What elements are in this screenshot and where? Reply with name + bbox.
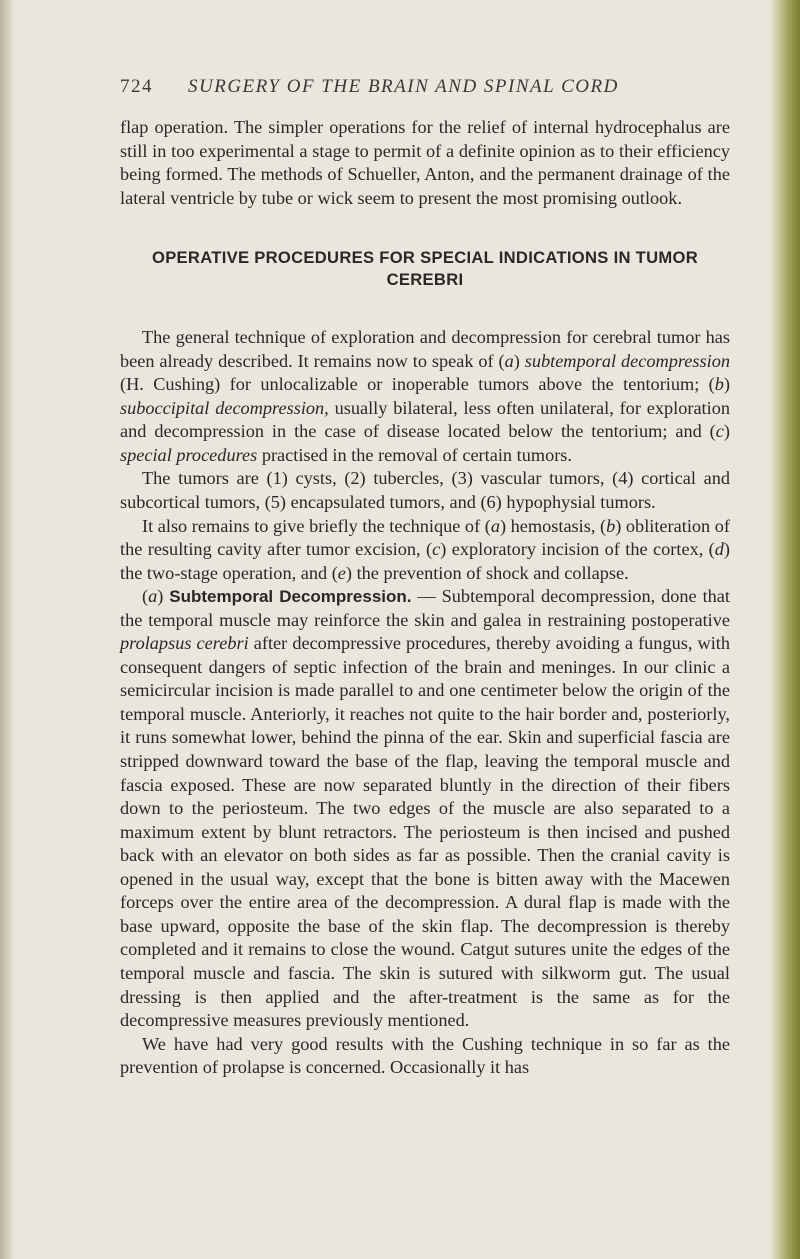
paragraph-subtemporal-decompression: (a) Subtemporal Decompression. — Subtemporal decompression, done that the temporal muscle may reinforce the skin and galea in restraining postoperative prolapsus cerebri after decompressive procedures, thereby avoiding a fungus, with consequent dangers of septic infection of the brain and meninges. In our clinic a semicircular incision is made parallel to and one centimeter below the origin of the temporal muscle. Anteriorly, it reaches not quite to the hair border and, posteriorly, it runs somewhat lower, behind the pinna of the ear. Skin and superficial fascia are stripped downward toward the base of the flap, leaving the temporal muscle and fascia exposed. These are now separated bluntly in the direction of their fibers down to the periosteum. The two edges of the muscle are also separated to a maximum extent by blunt retractors. The periosteum is then incised and pushed back with an elevator on both sides as far as possible. Then the cranial cavity is opened in the usual way, except that the bone is bitten away with the Macewen forceps over the entire area of the decompression. A dural flap is made with the base upward, opposite the base of the skin flap. The decompression is thereby completed and it remains to close the wound. Catgut sutures unite the edges of the temporal muscle and fascia. The skin is sutured with silkworm gut. The usual dressing is then applied and the after-treatment is the same as for the decompressive measures previously mentioned. xyxy=(120,586,730,1031)
paragraph-continued: flap operation. The simpler operations for the relief of internal hydrocephalus are still in too experimental a stage to permit of a definite opinion as to their efficiency being formed. The methods of Schueller, Anton, and the permanent drainage of the lateral ventricle by tube or wick seem to present the most promising outlook. xyxy=(120,117,730,208)
run-in-heading: Subtemporal Decompression. xyxy=(169,587,412,607)
right-page-edge xyxy=(770,0,800,1259)
page-number: 724 xyxy=(120,76,153,97)
paragraph-cushing-results: We have had very good results with the Cushing technique in so far as the prevention of prolapse is concerned. Occasionally it has xyxy=(120,1033,730,1078)
paragraph-remaining-techniques: It also remains to give briefly the technique of (a) hemostasis, (b) obliteration of the resulting cavity after tumor excision, (c) exploratory incision of the cortex, (d) the two-stage operation, and (e) the prevention of shock and collapse. xyxy=(120,515,730,583)
running-title: SURGERY OF THE BRAIN AND SPINAL CORD xyxy=(188,76,619,97)
section-heading: OPERATIVE PROCEDURES FOR SPECIAL INDICATIONS IN TUMOR CEREBRI xyxy=(151,248,698,290)
running-header xyxy=(120,76,680,106)
paragraph-tumor-types: The tumors are (1) cysts, (2) tubercles, (3) vascular tumors, (4) cortical and subcortical tumors, (5) encapsulated tumors, and (6) hypophysial tumors. xyxy=(120,468,730,513)
page-body xyxy=(120,116,730,1080)
left-page-edge xyxy=(0,0,14,1259)
paragraph-general-technique: The general technique of exploration and decompression for cerebral tumor has been already described. It remains now to speak of (a) subtemporal decompression (H. Cushing) for unlocalizable or inoperable tumors above the tentorium; (b) suboccipital decompression, usually bilateral, less often unilateral, for exploration and decompression in the case of disease located below the tentorium; and (c) special procedures practised in the removal of certain tumors. xyxy=(120,327,731,465)
